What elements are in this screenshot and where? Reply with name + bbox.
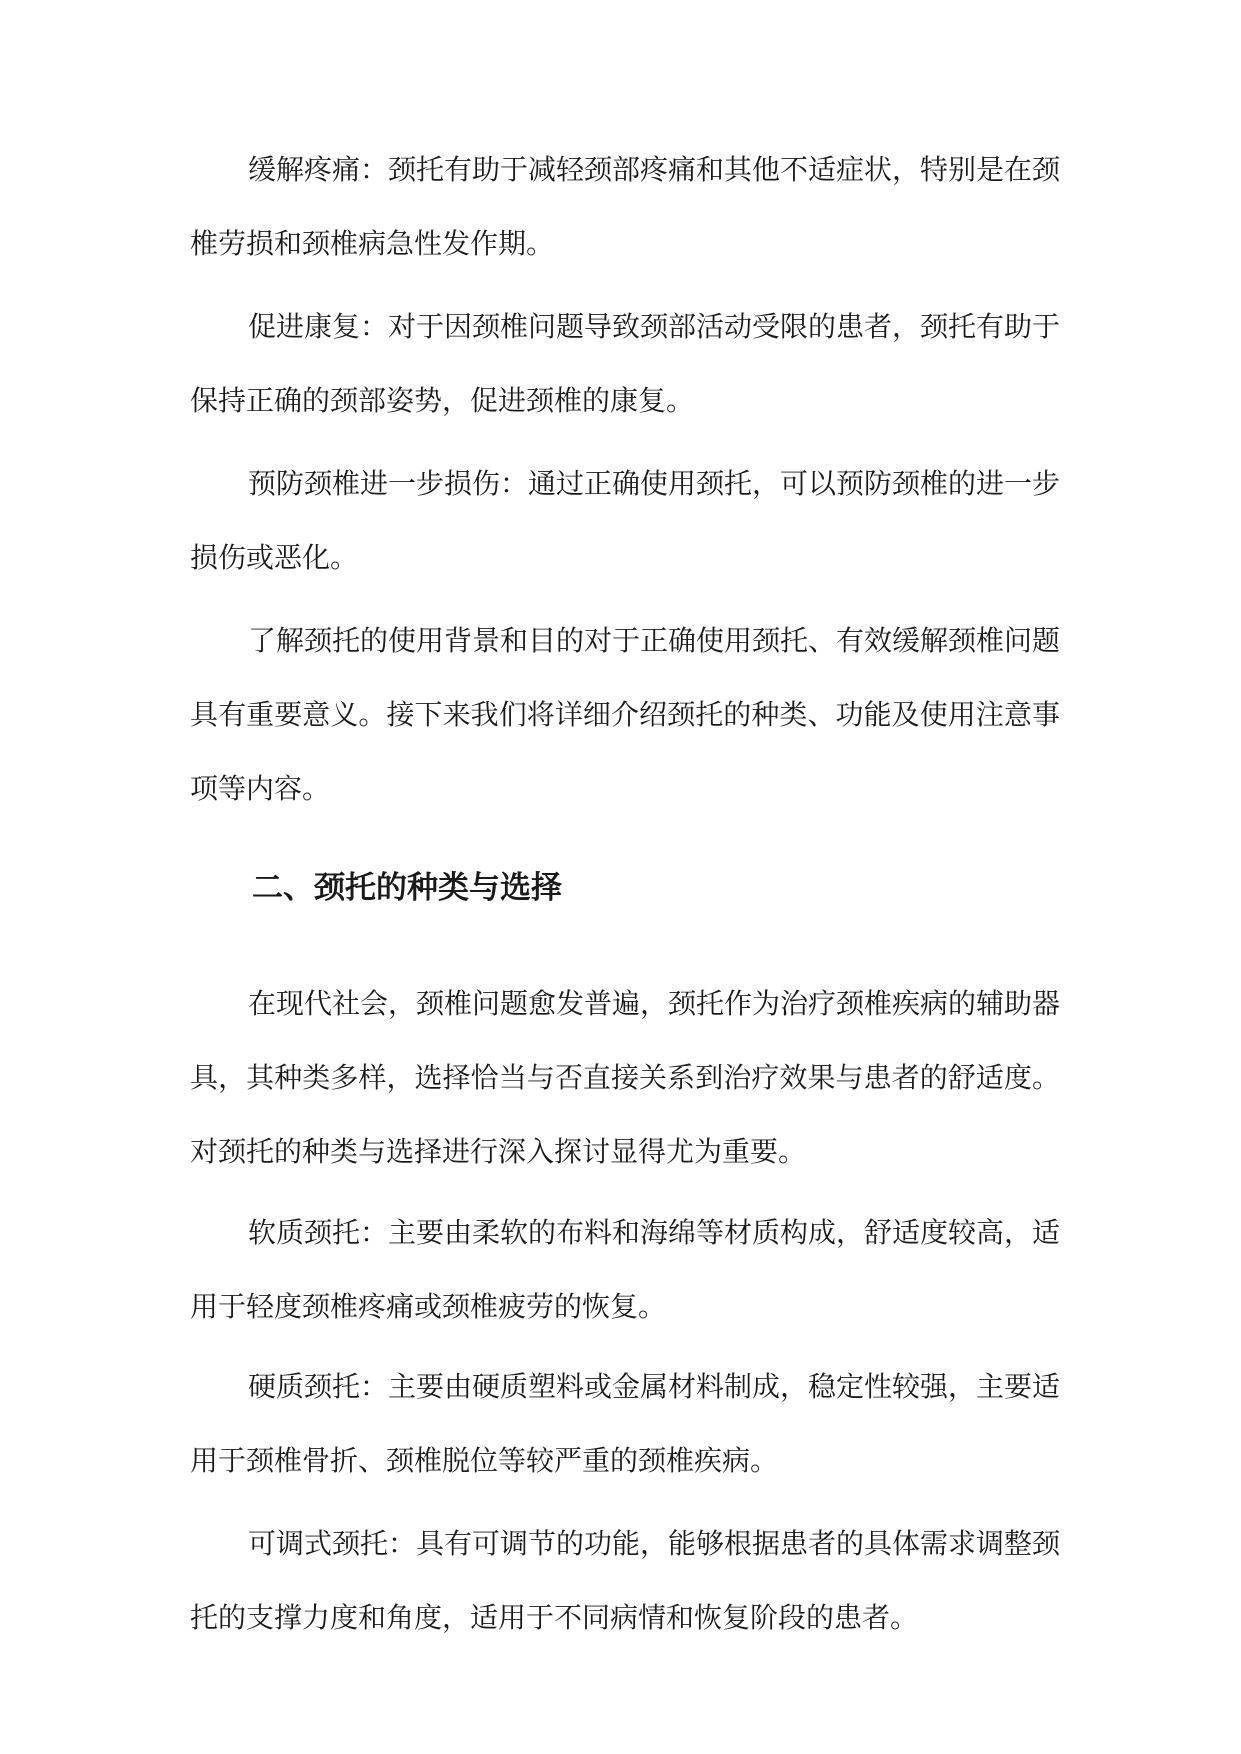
paragraph-pain-relief: 缓解疼痛：颈托有助于减轻颈部疼痛和其他不适症状，特别是在颈椎劳损和颈椎病急性发作期。 xyxy=(190,153,1061,260)
paragraph-intro: 在现代社会，颈椎问题愈发普遍，颈托作为治疗颈椎疾病的辅助器具，其种类多样，选择恰当与否直接关系到治疗效果与患者的舒适度。对颈托的种类与选择进行深入探讨显得尤为重要。 xyxy=(190,987,1061,1168)
paragraph-soft-collar: 软质颈托：主要由柔软的布料和海绵等材质构成，舒适度较高，适用于轻度颈椎疼痛或颈椎疲劳的恢复。 xyxy=(190,1216,1061,1323)
paragraph-rehab: 促进康复：对于因颈椎问题导致颈部活动受限的患者，颈托有助于保持正确的颈部姿势，促进颈椎的康复。 xyxy=(190,310,1061,417)
paragraph-summary: 了解颈托的使用背景和目的对于正确使用颈托、有效缓解颈椎问题具有重要意义。接下来我们将详细介绍颈托的种类、功能及使用注意事项等内容。 xyxy=(190,624,1061,805)
document-page xyxy=(190,0,1060,1754)
paragraph-prevention: 预防颈椎进一步损伤：通过正确使用颈托，可以预防颈椎的进一步损伤或恶化。 xyxy=(190,467,1061,574)
section-heading: 二、颈托的种类与选择 xyxy=(252,870,562,906)
paragraph-adjustable-collar: 可调式颈托：具有可调节的功能，能够根据患者的具体需求调整颈托的支撑力度和角度，适用于不同病情和恢复阶段的患者。 xyxy=(190,1527,1061,1634)
paragraph-hard-collar: 硬质颈托：主要由硬质塑料或金属材料制成，稳定性较强，主要适用于颈椎骨折、颈椎脱位等较严重的颈椎疾病。 xyxy=(190,1370,1061,1477)
